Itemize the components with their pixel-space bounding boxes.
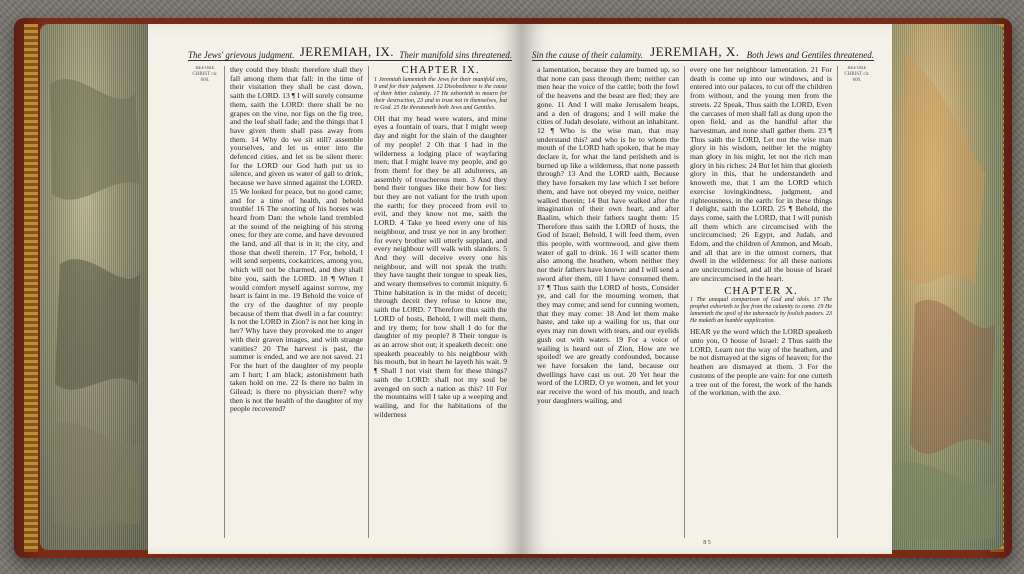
chapter-heading: CHAPTER X. (724, 284, 798, 297)
text-body (532, 66, 874, 538)
header-left: The Jews' grievous judgment. (188, 50, 295, 60)
painted-fore-edge-left (40, 24, 152, 550)
era-note: BEFORE CHRIST cir. 600. (192, 66, 218, 83)
chapter-ix-end-text: every one her neighbour lamentation. 21 For death is come up into our windows, and is entered into our palaces, to cut off the children from without, and the young men from the streets. 22 Speak, Thus saith the LORD, Even the carcases of men shall fall as dung upon the open field, and as the handful after the harvestman, and none shall gather them. 23 ¶ Thus saith the LORD, Let not the wise man glory in his wisdom, neither let the mighty man glory in his might, let not the rich man glory in his riches: 24 But let him that glorieth glory in this, that he understandeth and knoweth me, that I am the LORD which exercise lovingkindness, judgment, and righteousness, in the earth: for in these things I delight, saith the LORD. 25 ¶ Behold, the days come, saith the LORD, that I will punish all them which are circumcised with the uncircumcised; 26 Egypt, and Judah, and Edom, and the children of Ammon, and Moab, and all that are in the utmost corners, that dwell in the wilderness: for all these nations are uncircumcised, and all the house of Israel are uncircumcised in the heart. (690, 66, 832, 283)
era-note: BEFORE CHRIST cir. 600. (844, 66, 870, 83)
chapter-summary: 1 The unequal comparison of God and idols. 17 The prophet exhorteth to flee from the calamity to come. 19 He lamenteth the spoil of the tabernacle by foolish pastors. 23 He maketh an humble supplication. (690, 297, 832, 325)
gilt-border-left (24, 24, 38, 552)
painted-fore-edge-right (885, 24, 1003, 550)
margin-notes (188, 66, 225, 538)
text-body (188, 66, 512, 538)
header-left: Sin the cause of their calamity. (532, 50, 643, 60)
running-header (188, 44, 512, 61)
header-right: Their manifold sins threatened. (399, 50, 512, 60)
text-column-1: they could they blush: therefore shall they fall among them that fall: in the time of their visitation they shall be cast down, saith the LORD. 13 ¶ I will surely consume them, saith the LORD: there shall be no grapes on the vine, nor figs on the fig tree, and the leaf shall fade; and the things that I have given them shall pass away from them. 14 Why do we sit still? assemble yourselves, and let us enter into the defenced cities, and let us be silent there: for the LORD our God hath put us to silence, and given us water of gall to drink, because we have sinned against the LORD. 15 We looked for peace, but no good came; and for a time of health, and behold trouble! 16 The snorting of his horses was heard from Dan: the whole land trembled at the sound of the neighing of his strong ones; for they are come, and have devoured the land, and all that is in it; the city, and those that dwell therein. 17 For, behold, I will send serpents, cockatrices, among you, which will not be charmed, and they shall bite you, saith the LORD. 18 ¶ When I would comfort myself against sorrow, my heart is faint in me. 19 Behold the voice of the cry of the daughter of my people because of them that dwell in a far country: Is not the LORD in Zion? is not her king in her? Why have they provoked me to anger with their graven images, and with strange vanities? 20 The harvest is past, the summer is ended, and we are not saved. 21 For the hurt of the daughter of my people am I hurt; I am black; astonishment hath taken hold on me. 22 Is there no balm in Gilead; is there no physician there? why then is not the health of the daughter of my people recovered? (230, 66, 363, 414)
running-header (532, 44, 874, 61)
left-page (148, 24, 522, 554)
chapter-heading: CHAPTER IX. (401, 66, 480, 76)
chapter-text: HEAR ye the word which the LORD speaketh unto you, O house of Israel: 2 Thus saith the LORD, Learn not the way of the heathen, and be not dismayed at the signs of heaven; for the heathen are dismayed at them. 3 For the customs of the people are vain: for one cutteth a tree out of the forest, the work of the hands of the workman, with the axe. (690, 327, 832, 398)
header-center: JEREMIAH, IX. (299, 44, 394, 59)
header-right: Both Jews and Gentiles threatened. (746, 50, 874, 60)
page-number: 8 5 (703, 540, 711, 546)
chapter-summary: 1 Jeremiah lamenteth the Jews for their manifold sins, 9 and for their judgment. 12 Disobedience is the cause of their bitter calamity. 17 He exhorteth to mourn for their destruction, 23 and to trust not in themselves, but in God. 25 He threateneth both Jews and Gentiles. (374, 76, 507, 111)
text-column-2 (368, 66, 512, 538)
margin-notes (837, 66, 874, 538)
header-center: JEREMIAH, X. (650, 44, 740, 59)
right-page (522, 24, 892, 554)
text-column-1: a lamentation, because they are burned up, so that none can pass through them; neither can men hear the voice of the cattle; both the fowl of the heavens and the beast are fled; they are gone. 11 And I will make Jerusalem heaps, and a den of dragons; and I will make the cities of Judah desolate, without an inhabitant. 12 ¶ Who is the wise man, that may understand this? and who is he to whom the mouth of the LORD hath spoken, that he may declare it, for what the land perisheth and is burned up like a wilderness, that none passeth through? 13 And the LORD saith, Because they have forsaken my law which I set before them, and have not obeyed my voice, neither walked therein; 14 But have walked after the imagination of their own heart, and after Baalim, which their fathers taught them: 15 Therefore thus saith the LORD of hosts, the God of Israel; Behold, I will feed them, even this people, with wormwood, and give them water of gall to drink. 16 I will scatter them also among the heathen, whom neither they nor their fathers have known: and I will send a sword after them, till I have consumed them. 17 ¶ Thus saith the LORD of hosts, Consider ye, and call for the mourning women, that they may come; and send for cunning women, that they may come: 18 And let them make haste, and take up a wailing for us, that our eyes may run down with tears, and our eyelids gush out with waters. 19 For a voice of wailing is heard out of Zion, How are we spoiled! we are greatly confounded, because we have forsaken the land, because our dwellings have cast us out. 20 Yet hear the word of the LORD, O ye women, and let your ear receive the word of his mouth, and teach your daughters wailing, and (537, 66, 679, 405)
chapter-text: OH that my head were waters, and mine eyes a fountain of tears, that I might weep day and night for the slain of the daughter of my people! 2 Oh that I had in the wilderness a lodging place of wayfaring men; that I might leave my people, and go from them! for they be all adulterers, an assembly of treacherous men. 3 And they bend their tongues like their bow for lies: but they are not valiant for the truth upon the earth; for they proceed from evil to evil, and they know not me, saith the LORD. 4 Take ye heed every one of his neighbour, and trust ye not in any brother: for every brother will utterly supplant, and every neighbour will walk with slanders. 5 And they will deceive every one his neighbour, and will not speak the truth: they have taught their tongue to speak lies, and weary themselves to commit iniquity. 6 Thine habitation is in the midst of deceit; through deceit they refuse to know me, saith the LORD. 7 Therefore thus saith the LORD of hosts, Behold, I will melt them, and try them; for how shall I do for the daughter of my people? 8 Their tongue is as an arrow shot out; it speaketh deceit: one speaketh peaceably to his neighbour with his mouth, but in heart he layeth his wait. 9 ¶ Shall I not visit them for these things? saith the LORD: shall not my soul be avenged on such a nation as this? 10 For the mountains will I take up a weeping and wailing, and for the habitations of the wilderness (374, 113, 507, 419)
text-column-2 (684, 66, 837, 538)
